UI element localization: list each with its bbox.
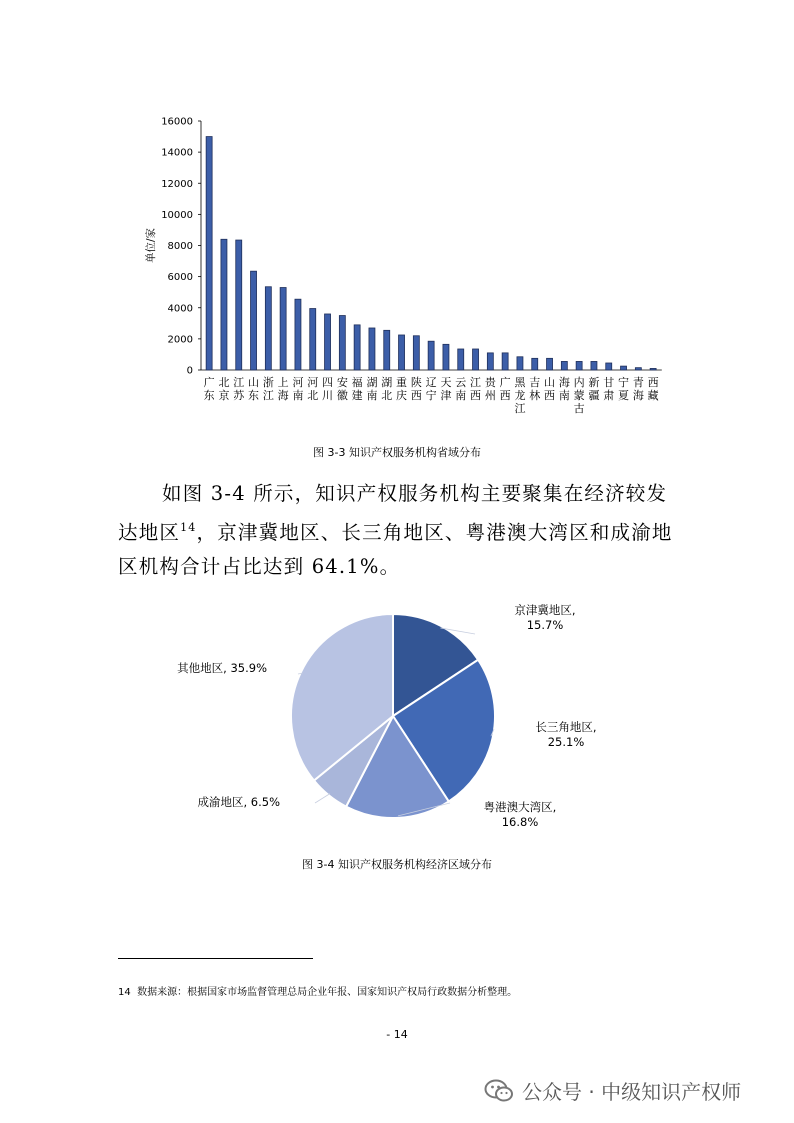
x-tick-label: 吉林 (529, 376, 541, 402)
wechat-icon (484, 1078, 514, 1104)
x-tick-label: 甘肃 (603, 376, 615, 402)
x-tick-label: 山西 (544, 376, 556, 402)
bar-辽宁 (428, 341, 434, 370)
bar-广东 (206, 137, 212, 370)
bar-广西 (502, 353, 508, 370)
y-tick-label: 12000 (161, 178, 193, 190)
bar-浙江 (265, 287, 271, 370)
bar-西藏 (650, 368, 656, 370)
x-tick-label: 江西 (470, 376, 482, 402)
bar-重庆 (399, 335, 405, 370)
x-tick-label: 广西 (499, 376, 511, 402)
x-tick-label: 浙江 (262, 376, 274, 402)
y-tick-label: 4000 (167, 303, 193, 315)
y-tick-label: 0 (186, 365, 193, 377)
x-tick-label: 青海 (632, 376, 644, 402)
bar-福建 (354, 325, 360, 370)
x-tick-label: 江苏 (233, 376, 245, 402)
pie-data-label: 粤港澳大湾区, 16.8% (483, 800, 557, 829)
x-tick-label: 宁夏 (618, 376, 630, 402)
bar-内蒙古 (576, 361, 582, 370)
bar-上海 (280, 288, 286, 370)
bar-新疆 (591, 361, 597, 370)
figure-3-3-caption: 图 3-3 知识产权服务机构省域分布 (313, 446, 481, 459)
bar-宁夏 (621, 366, 627, 370)
y-axis-title: 单位/家 (145, 227, 157, 264)
paragraph-text-1: 如图 3-4 所示，知识产权服务机构主要聚集在经济较发达地区 (118, 482, 668, 544)
bar-湖北 (384, 330, 390, 370)
paragraph-text-2: ，京津冀地区、长三角地区、粤港澳大湾区和成渝地区机构合计占比达到 64.1%。 (118, 521, 673, 578)
x-tick-label: 福建 (351, 376, 363, 402)
bar-四川 (325, 314, 331, 370)
x-tick-label: 湖北 (381, 376, 393, 402)
pie-data-label: 其他地区, 35.9% (177, 661, 267, 675)
x-tick-label: 广东 (203, 376, 215, 402)
x-tick-label: 内蒙古 (573, 376, 585, 415)
bar-青海 (635, 368, 641, 370)
x-tick-label: 黑龙江 (514, 376, 526, 415)
bar-山西 (547, 358, 553, 370)
watermark (484, 1076, 741, 1105)
bar-北京 (221, 239, 227, 370)
page-number: - 14 (386, 1028, 408, 1041)
bar-贵州 (487, 353, 493, 370)
x-tick-label: 海南 (558, 376, 570, 402)
y-tick-label: 2000 (167, 334, 193, 346)
bar-河南 (295, 299, 301, 370)
bar-江西 (473, 349, 479, 370)
footnote (118, 983, 718, 998)
region-pie-chart (140, 598, 660, 848)
bar-甘肃 (606, 363, 612, 370)
figure-3-4-caption: 图 3-4 知识产权服务机构经济区域分布 (302, 858, 492, 871)
x-tick-label: 新疆 (588, 376, 600, 402)
bar-江苏 (236, 240, 242, 370)
x-tick-label: 湖南 (366, 376, 378, 402)
y-tick-label: 8000 (167, 241, 193, 252)
bar-天津 (443, 344, 449, 370)
bar-河北 (310, 309, 316, 370)
footnote-divider (118, 958, 313, 959)
x-tick-label: 贵州 (484, 376, 496, 402)
footnote-reference[interactable]: 14 (180, 521, 197, 534)
x-tick-label: 云南 (455, 376, 467, 402)
x-tick-label: 重庆 (396, 376, 408, 402)
x-tick-label: 河南 (292, 376, 304, 402)
x-tick-label: 辽宁 (425, 376, 437, 402)
province-bar-chart (130, 108, 670, 418)
y-tick-label: 14000 (161, 147, 193, 159)
bar-海南 (561, 361, 567, 370)
bar-陕西 (413, 336, 419, 370)
bar-云南 (458, 349, 464, 370)
bar-黑龙江 (517, 357, 523, 370)
x-tick-label: 陕西 (410, 376, 422, 402)
pie-data-label: 成渝地区, 6.5% (197, 795, 280, 809)
x-tick-label: 四川 (322, 376, 334, 402)
footnote-number: 14 (118, 987, 131, 998)
x-tick-label: 河北 (307, 376, 319, 402)
bar-吉林 (532, 358, 538, 370)
x-tick-label: 北京 (218, 376, 230, 402)
footnote-text: 数据来源：根据国家市场监督管理总局企业年报、国家知识产权局行政数据分析整理。 (137, 987, 518, 998)
x-tick-label: 山东 (248, 376, 260, 402)
x-tick-label: 西藏 (647, 376, 659, 402)
x-tick-label: 安徽 (336, 376, 348, 402)
bar-安徽 (339, 316, 345, 370)
y-tick-label: 6000 (167, 272, 193, 284)
pie-leader-line (315, 794, 330, 803)
y-tick-label: 16000 (161, 116, 193, 128)
pie-data-label: 长三角地区, 25.1% (535, 720, 597, 749)
body-paragraph (118, 477, 678, 584)
pie-data-label: 京津冀地区, 15.7% (514, 603, 576, 632)
bar-湖南 (369, 328, 375, 370)
x-tick-label: 天津 (440, 376, 452, 402)
x-tick-label: 上海 (277, 376, 289, 402)
bar-山东 (251, 271, 257, 370)
watermark-text: 公众号 · 中级知识产权师 (522, 1080, 742, 1104)
y-tick-label: 10000 (161, 209, 193, 221)
